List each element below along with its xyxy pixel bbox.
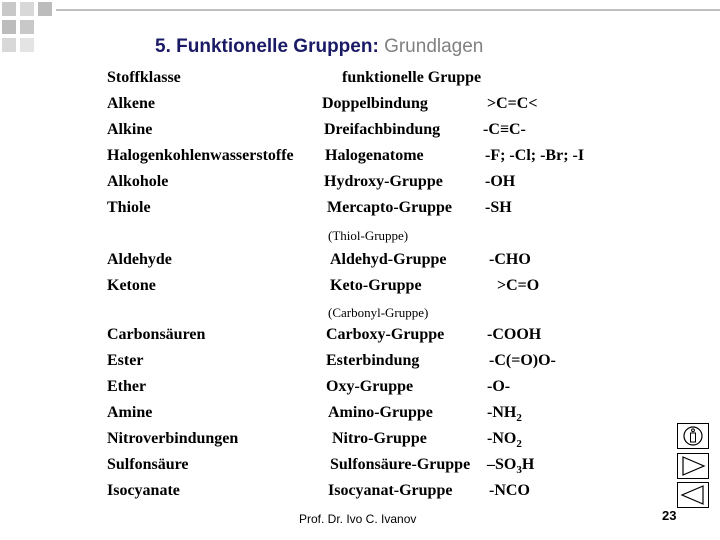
play-back-icon	[678, 483, 708, 507]
group-cell: Oxy-Gruppe	[326, 378, 414, 395]
class-cell: Thiole	[107, 199, 151, 216]
group-cell: Carboxy-Gruppe	[326, 326, 445, 343]
class-cell: Sulfonsäure	[107, 456, 189, 473]
class-cell: Ether	[107, 378, 147, 395]
formula-base: -NH	[487, 404, 517, 421]
title-main: 5. Funktionelle Gruppen:	[155, 36, 379, 57]
class-cell: Alkene	[107, 95, 155, 112]
info-icon	[678, 424, 708, 448]
formula-cell: -CHO	[489, 251, 531, 268]
group-cell: Amino-Gruppe	[328, 404, 433, 421]
formula-cell	[487, 404, 522, 424]
class-cell: Nitroverbindungen	[107, 430, 239, 447]
formula-base: -NO	[487, 430, 517, 447]
thiol-note: (Thiol-Gruppe)	[328, 228, 409, 243]
formula-cell: -NCO	[489, 482, 530, 499]
corner-square	[2, 38, 16, 52]
formula-cell: -O-	[487, 378, 511, 395]
page-number: 23	[662, 508, 677, 523]
group-cell: Keto-Gruppe	[330, 277, 422, 294]
corner-square	[2, 2, 16, 16]
info-button[interactable]	[677, 423, 709, 449]
class-cell: Ketone	[107, 277, 156, 294]
title-subtitle: Grundlagen	[384, 36, 484, 57]
formula-cell: -C(=O)O-	[489, 352, 556, 369]
group-cell: Doppelbindung	[322, 95, 428, 112]
play-forward-icon	[678, 454, 708, 478]
group-cell: Esterbindung	[326, 352, 420, 369]
corner-square	[20, 38, 34, 52]
group-cell: Dreifachbindung	[324, 121, 441, 138]
next-slide-button[interactable]	[677, 453, 709, 479]
class-cell: Isocyanate	[107, 482, 180, 499]
group-cell: Halogenatome	[325, 147, 424, 164]
formula-cell: -SH	[485, 199, 512, 216]
formula-cell: -C≡C-	[483, 121, 526, 138]
title-rule	[56, 9, 720, 11]
formula-part: –SO	[487, 456, 517, 473]
group-cell: Hydroxy-Gruppe	[324, 173, 443, 190]
header-group-column: funktionelle Gruppe	[342, 69, 482, 86]
group-cell: Aldehyd-Gruppe	[330, 251, 447, 268]
class-cell: Halogenkohlenwasserstoffe	[107, 147, 294, 164]
formula-cell	[487, 430, 522, 450]
formula-subscript: 2	[516, 438, 522, 451]
group-cell: Mercapto-Gruppe	[327, 199, 453, 216]
formula-cell: -F; -Cl; -Br; -I	[485, 147, 585, 164]
formula-subscript: 2	[516, 412, 522, 425]
group-cell: Sulfonsäure-Gruppe	[330, 456, 471, 473]
class-cell: Aldehyde	[107, 251, 172, 268]
formula-part: H	[521, 456, 535, 473]
group-cell: Isocyanat-Gruppe	[328, 482, 453, 499]
footer-author: Prof. Dr. Ivo C. Ivanov	[299, 512, 417, 526]
formula-cell	[487, 456, 534, 476]
corner-square	[20, 20, 34, 34]
class-cell: Carbonsäuren	[107, 326, 206, 343]
formula-subscript: 3	[516, 464, 522, 477]
carbonyl-note: (Carbonyl-Gruppe)	[328, 305, 429, 320]
corner-square	[38, 2, 52, 16]
corner-square	[2, 20, 16, 34]
formula-cell: -OH	[485, 173, 516, 190]
corner-square	[20, 2, 34, 16]
class-cell: Ester	[107, 352, 144, 369]
previous-slide-button[interactable]	[677, 482, 709, 508]
header-class-column: Stoffklasse	[107, 69, 181, 86]
slide-title	[155, 36, 483, 58]
formula-cell: -COOH	[487, 326, 542, 343]
class-cell: Alkohole	[107, 173, 169, 190]
formula-cell: >C=O	[497, 277, 540, 294]
group-cell: Nitro-Gruppe	[332, 430, 427, 447]
formula-cell: >C=C<	[487, 95, 538, 112]
class-cell: Alkine	[107, 121, 153, 138]
class-cell: Amine	[107, 404, 153, 421]
